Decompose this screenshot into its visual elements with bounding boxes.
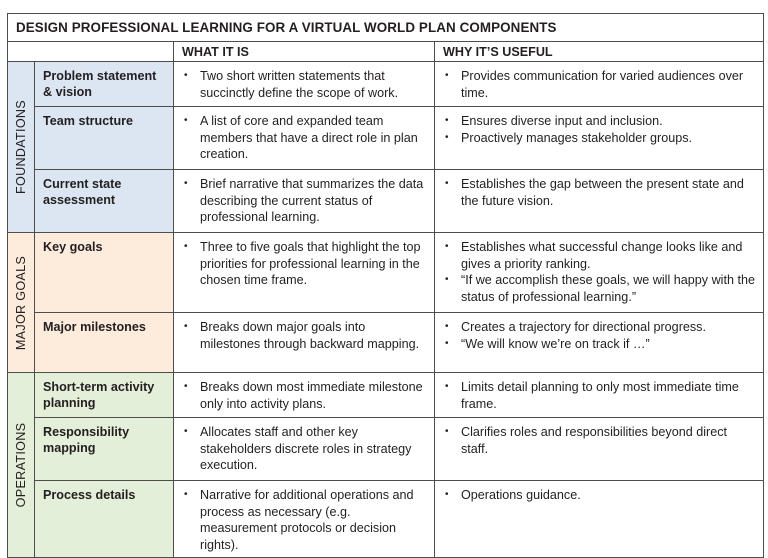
what-process-details xyxy=(174,481,435,558)
group-major-goals xyxy=(8,233,35,373)
list-item: • Establishes the gap between the present state and the future vision. xyxy=(445,177,744,208)
list-item: • Clarifies roles and responsibilities beyond direct staff. xyxy=(445,425,727,456)
group-label-major-goals: MAJOR GOALS xyxy=(14,255,28,350)
list-item: • Brief narrative that summarizes the data describing the current status of professional learning. xyxy=(184,177,424,224)
component-process-details: Process details xyxy=(35,481,174,558)
why-responsibility-mapping xyxy=(435,418,764,481)
what-short-term-planning xyxy=(174,373,435,418)
list-item: • Proactively manages stakeholder groups. xyxy=(445,130,693,145)
group-operations xyxy=(8,373,35,558)
list-item: • Limits detail planning to only most immediate time frame. xyxy=(445,380,739,411)
what-problem-statement xyxy=(174,62,435,107)
why-major-milestones xyxy=(435,313,764,373)
list-item: • Provides communication for varied audiences over time. xyxy=(445,69,744,100)
list-item: • Operations guidance. xyxy=(445,488,581,502)
list-item: • “We will know we’re on track if …” xyxy=(445,336,650,351)
why-process-details xyxy=(435,481,764,558)
component-responsibility-mapping: Responsibility mapping xyxy=(35,418,174,481)
what-key-goals xyxy=(174,233,435,313)
plan-components-table-frame xyxy=(7,13,763,552)
why-short-term-planning xyxy=(435,373,764,418)
component-current-state: Current state assessment xyxy=(35,170,174,233)
list-item: • Ensures diverse input and inclusion. xyxy=(445,114,663,128)
component-key-goals: Key goals xyxy=(35,233,174,313)
list-item: • Establishes what successful change looks like and gives a priority ranking. xyxy=(445,240,743,271)
component-major-milestones: Major milestones xyxy=(35,313,174,373)
what-major-milestones xyxy=(174,313,435,373)
header-what-it-is: WHAT IT IS xyxy=(174,42,435,62)
why-current-state xyxy=(435,170,764,233)
group-label-operations: OPERATIONS xyxy=(14,422,28,508)
list-item: • Breaks down most immediate milestone only into activity plans. xyxy=(184,380,423,411)
component-short-term-planning: Short-term activity planning xyxy=(35,373,174,418)
list-item: • Two short written statements that succinctly define the scope of work. xyxy=(184,69,399,100)
why-key-goals xyxy=(435,233,764,313)
list-item: • Creates a trajectory for directional progress. xyxy=(445,320,706,334)
list-item: • Narrative for additional operations and process as necessary (e.g. measurement protocols or decision rights). xyxy=(184,488,414,552)
header-why-useful: WHY IT’S USEFUL xyxy=(435,42,764,62)
what-team-structure xyxy=(174,107,435,170)
what-current-state xyxy=(174,170,435,233)
why-team-structure xyxy=(435,107,764,170)
group-label-foundations: FOUNDATIONS xyxy=(14,99,28,195)
list-item: • A list of core and expanded team members that have a direct role in plan creation. xyxy=(184,114,418,161)
list-item: • Allocates staff and other key stakeholders discrete roles in strategy execution. xyxy=(184,425,412,472)
plan-components-table xyxy=(7,13,764,558)
header-blank xyxy=(8,42,174,62)
list-item: • Breaks down major goals into milestones through backward mapping. xyxy=(184,320,420,351)
list-item: • Three to five goals that highlight the top priorities for professional learning in the chosen time frame. xyxy=(184,240,421,287)
table-title: DESIGN PROFESSIONAL LEARNING FOR A VIRTUAL WORLD PLAN COMPONENTS xyxy=(8,14,764,42)
component-team-structure: Team structure xyxy=(35,107,174,170)
list-item: • “If we accomplish these goals, we will happy with the status of professional learning.” xyxy=(445,273,755,304)
component-problem-statement: Problem statement & vision xyxy=(35,62,174,107)
why-problem-statement xyxy=(435,62,764,107)
group-foundations xyxy=(8,62,35,233)
what-responsibility-mapping xyxy=(174,418,435,481)
